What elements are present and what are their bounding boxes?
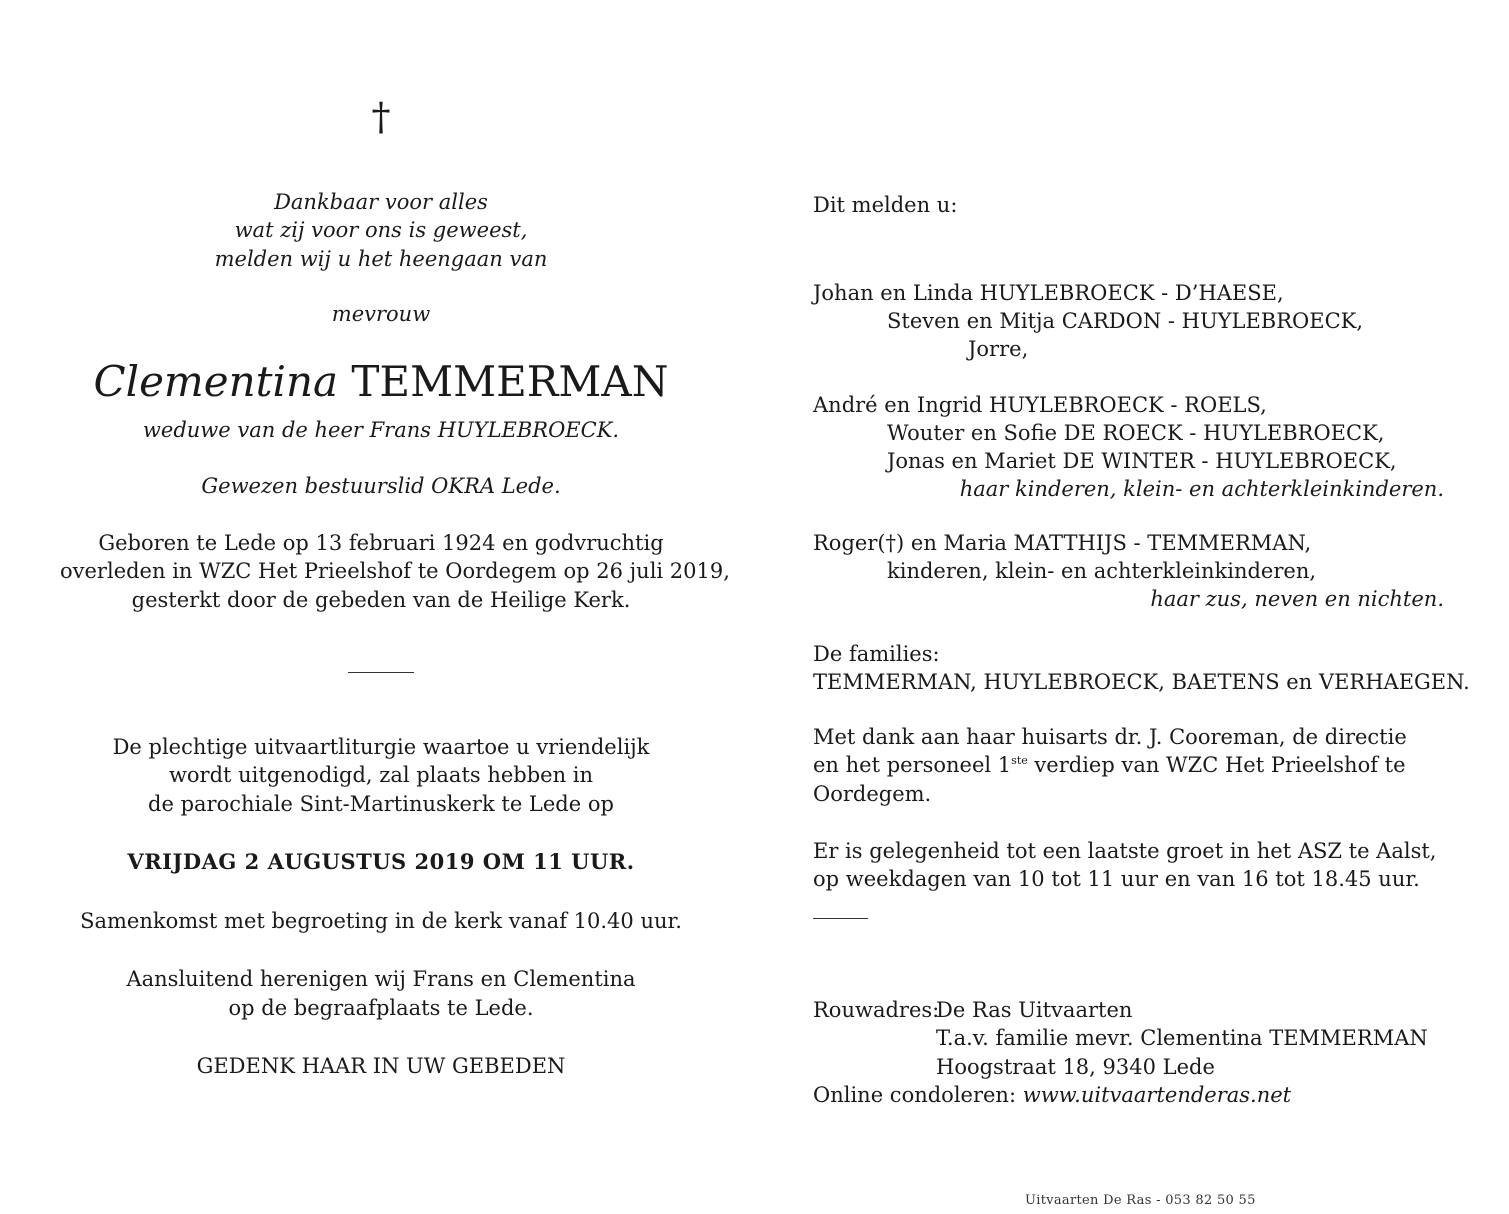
ordinal-suffix: ste (1011, 754, 1028, 767)
deceased-name (60, 358, 702, 406)
intro-line-3: melden wij u het heengaan van (214, 247, 548, 271)
online-condolence (813, 1081, 1291, 1109)
divider (348, 672, 414, 673)
families-label: De families: (813, 642, 940, 666)
bio-line-3: gesterkt door de gebeden van de Heilige Kerk. (131, 588, 631, 612)
invite-line-1: De plechtige uitvaartliturgie waartoe u vriendelijk (112, 735, 650, 759)
address-line-3: Hoogstraat 18, 9340 Lede (936, 1055, 1215, 1079)
intro-line-1: Dankbaar voor alles (274, 190, 488, 214)
invite-line-3: de parochiale Sint-Martinuskerk te Lede op (148, 792, 614, 816)
family1-line-1: Johan en Linda HUYLEBROECK - D’HAESE, (813, 281, 1284, 305)
thanks-line-3: Oordegem. (813, 782, 932, 806)
thanks-line-1: Met dank aan haar huisarts dr. J. Cooreman, de directie (813, 725, 1407, 749)
families-names: TEMMERMAN, HUYLEBROECK, BAETENS en VERHAEGEN. (813, 670, 1470, 694)
family1-line-2: Steven en Mitja CARDON - HUYLEBROECK, (887, 309, 1364, 333)
closing-line: GEDENK HAAR IN UW GEBEDEN (196, 1054, 566, 1078)
visit-line-2: op weekdagen van 10 tot 11 uur en van 16 tot 18.45 uur. (813, 867, 1420, 891)
funeral-date: VRIJDAG 2 AUGUSTUS 2019 OM 11 UUR. (127, 849, 635, 874)
family1-line-3: Jorre, (968, 337, 1029, 361)
family3-line-1: Roger(†) en Maria MATTHIJS - TEMMERMAN, (813, 531, 1312, 555)
family3-line-3: haar zus, neven en nichten. (1150, 587, 1444, 611)
family2-line-3: Jonas en Mariet DE WINTER - HUYLEBROECK, (887, 449, 1397, 473)
invite-line-2: wordt uitgenodigd, zal plaats hebben in (168, 763, 594, 787)
online-url-link[interactable]: www.uitvaartenderas.net (1022, 1083, 1292, 1107)
family3-line-2: kinderen, klein- en achterkleinkinderen, (887, 559, 1317, 583)
thanks-line-2-end: verdiep van WZC Het Prieelshof te (1027, 753, 1406, 777)
last-name: TEMMERMAN (351, 357, 669, 406)
thanks-line-2-start: en het personeel 1 (813, 753, 1012, 777)
visit-line-1: Er is gelegenheid tot een laatste groet in het ASZ te Aalst, (813, 839, 1437, 863)
right-divider (813, 918, 868, 919)
thanks-line-2 (813, 751, 1406, 779)
role-line: Gewezen bestuurslid OKRA Lede. (201, 474, 561, 498)
announce-line: Dit melden u: (813, 193, 958, 217)
address-line-1: De Ras Uitvaarten (936, 998, 1133, 1022)
family2-line-4: haar kinderen, klein- en achterkleinkinderen. (959, 477, 1444, 501)
bio-line-2: overleden in WZC Het Prieelshof te Oordegem op 26 juli 2019, (60, 559, 730, 583)
address-line-2: T.a.v. familie mevr. Clementina TEMMERMAN (936, 1026, 1428, 1050)
family2-line-1: André en Ingrid HUYLEBROECK - ROELS, (813, 393, 1267, 417)
meeting-line: Samenkomst met begroeting in de kerk vanaf 10.40 uur. (80, 909, 682, 933)
address-label: Rouwadres: (813, 998, 940, 1022)
widow-line: weduwe van de heer Frans HUYLEBROECK. (142, 418, 620, 442)
family2-line-2: Wouter en Sofie DE ROECK - HUYLEBROECK, (887, 421, 1385, 445)
burial-line-2: op de begraafplaats te Lede. (228, 996, 534, 1020)
first-name: Clementina (93, 357, 339, 406)
title-mevrouw: mevrouw (331, 302, 431, 326)
online-label: Online condoleren: (813, 1083, 1017, 1107)
cross-icon: † (371, 95, 391, 139)
burial-line-1: Aansluitend herenigen wij Frans en Clementina (126, 967, 636, 991)
footer-credit: Uitvaarten De Ras - 053 82 50 55 (1025, 1193, 1256, 1208)
bio-line-1: Geboren te Lede op 13 februari 1924 en godvruchtig (98, 531, 664, 555)
intro-line-2: wat zij voor ons is geweest, (234, 218, 528, 242)
